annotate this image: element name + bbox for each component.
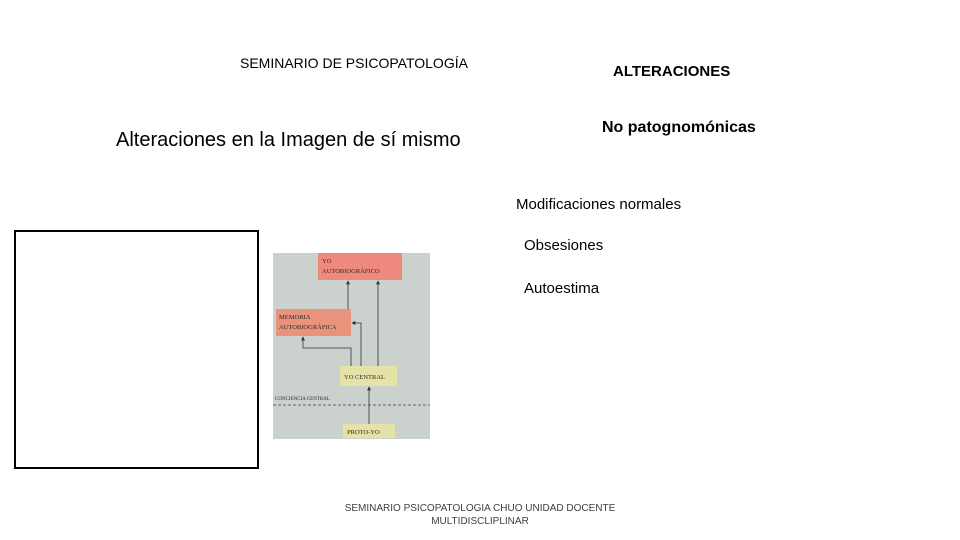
item-modificaciones-normales: Modificaciones normales xyxy=(516,196,682,213)
footer-line1: SEMINARIO PSICOPATOLOGIA CHUO UNIDAD DOCENTE xyxy=(344,503,616,514)
memoria-label-line1: MEMORIA xyxy=(279,314,311,321)
yo-autobiografico-label-line2: AUTOBIOGRÁFICO xyxy=(322,268,380,275)
memoria-label-line2: AUTOBIOGRÁFICA xyxy=(279,324,337,331)
yo-autobiografico-label-line1: YO xyxy=(322,258,332,265)
no-patognomonicas-heading: No patognomónicas xyxy=(602,119,756,136)
empty-placeholder-box xyxy=(14,230,259,469)
self-model-diagram xyxy=(273,253,430,439)
alteraciones-heading: ALTERACIONES xyxy=(613,63,731,80)
yo-central-label: YO CENTRAL xyxy=(344,374,385,381)
proto-yo-label: PROTO-YO xyxy=(347,429,380,436)
seminar-title: SEMINARIO DE PSICOPATOLOGÍA xyxy=(240,55,468,71)
item-obsesiones: Obsesiones xyxy=(524,237,604,254)
main-heading: Alteraciones en la Imagen de sí mismo xyxy=(116,129,461,151)
footer-line2: MULTIDISCLIPLINAR xyxy=(431,516,529,527)
footer xyxy=(330,502,630,528)
arrow-yocentral-to-memoria xyxy=(303,337,351,366)
arrow-yocentral-to-memoria-right xyxy=(352,323,361,366)
conciencia-central-label: CONCIENCIA CENTRAL xyxy=(275,397,330,402)
item-autoestima: Autoestima xyxy=(524,280,600,297)
